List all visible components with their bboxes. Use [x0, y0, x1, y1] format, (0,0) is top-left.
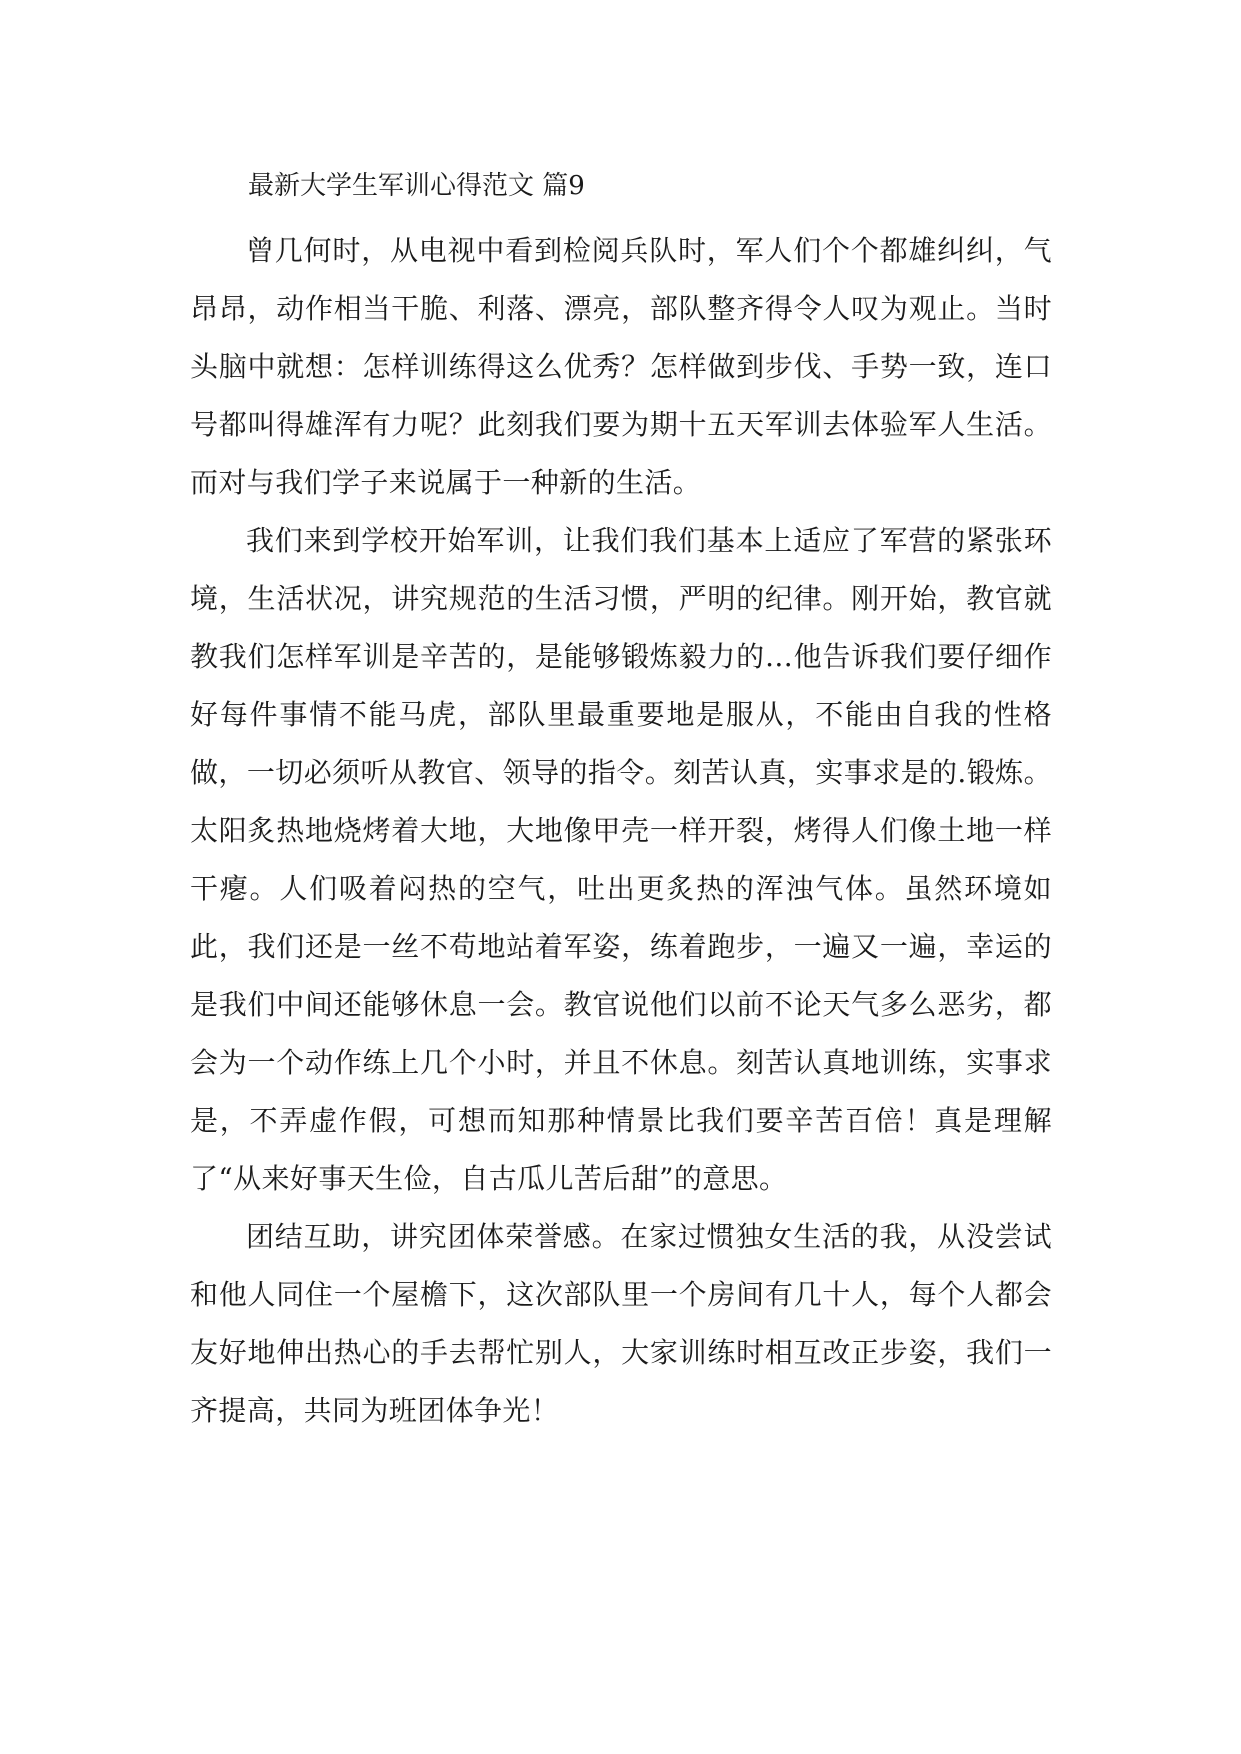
- document-page: [190, 150, 1052, 1440]
- paragraph-2: 我们来到学校开始军训，让我们我们基本上适应了军营的紧张环境，生活状况，讲究规范的生活习惯，严明的纪律。刚开始，教官就教我们怎样军训是辛苦的，是能够锻炼毅力的…他告诉我们要仔细作好每件事情不能马虎，部队里最重要地是服从，不能由自我的性格做，一切必须听从教官、领导的指令。刻苦认真，实事求是的.锻炼。太阳炙热地烧烤着大地，大地像甲壳一样开裂，烤得人们像土地一样干瘪。人们吸着闷热的空气，吐出更炙热的浑浊气体。虽然环境如此，我们还是一丝不苟地站着军姿，练着跑步，一遍又一遍，幸运的是我们中间还能够休息一会。教官说他们以前不论天气多么恶劣，都会为一个动作练上几个小时，并且不休息。刻苦认真地训练，实事求是，不弄虚作假，可想而知那种情景比我们要辛苦百倍！真是理解了“从来好事天生俭，自古瓜儿苦后甜”的意思。: [190, 524, 1052, 1195]
- document-title: 最新大学生军训心得范文 篇9: [248, 171, 585, 201]
- paragraph-3: 团结互助，讲究团体荣誉感。在家过惯独女生活的我，从没尝试和他人同住一个屋檐下，这次部队里一个房间有几十人，每个人都会友好地伸出热心的手去帮忙别人，大家训练时相互改正步姿，我们一齐提高，共同为班团体争光！: [190, 1220, 1052, 1427]
- paragraph-1: 曾几何时，从电视中看到检阅兵队时，军人们个个都雄纠纠，气昂昂，动作相当干脆、利落、漂亮，部队整齐得令人叹为观止。当时头脑中就想：怎样训练得这么优秀？怎样做到步伐、手势一致，连口号都叫得雄浑有力呢？此刻我们要为期十五天军训去体验军人生活。而对与我们学子来说属于一种新的生活。: [190, 234, 1052, 499]
